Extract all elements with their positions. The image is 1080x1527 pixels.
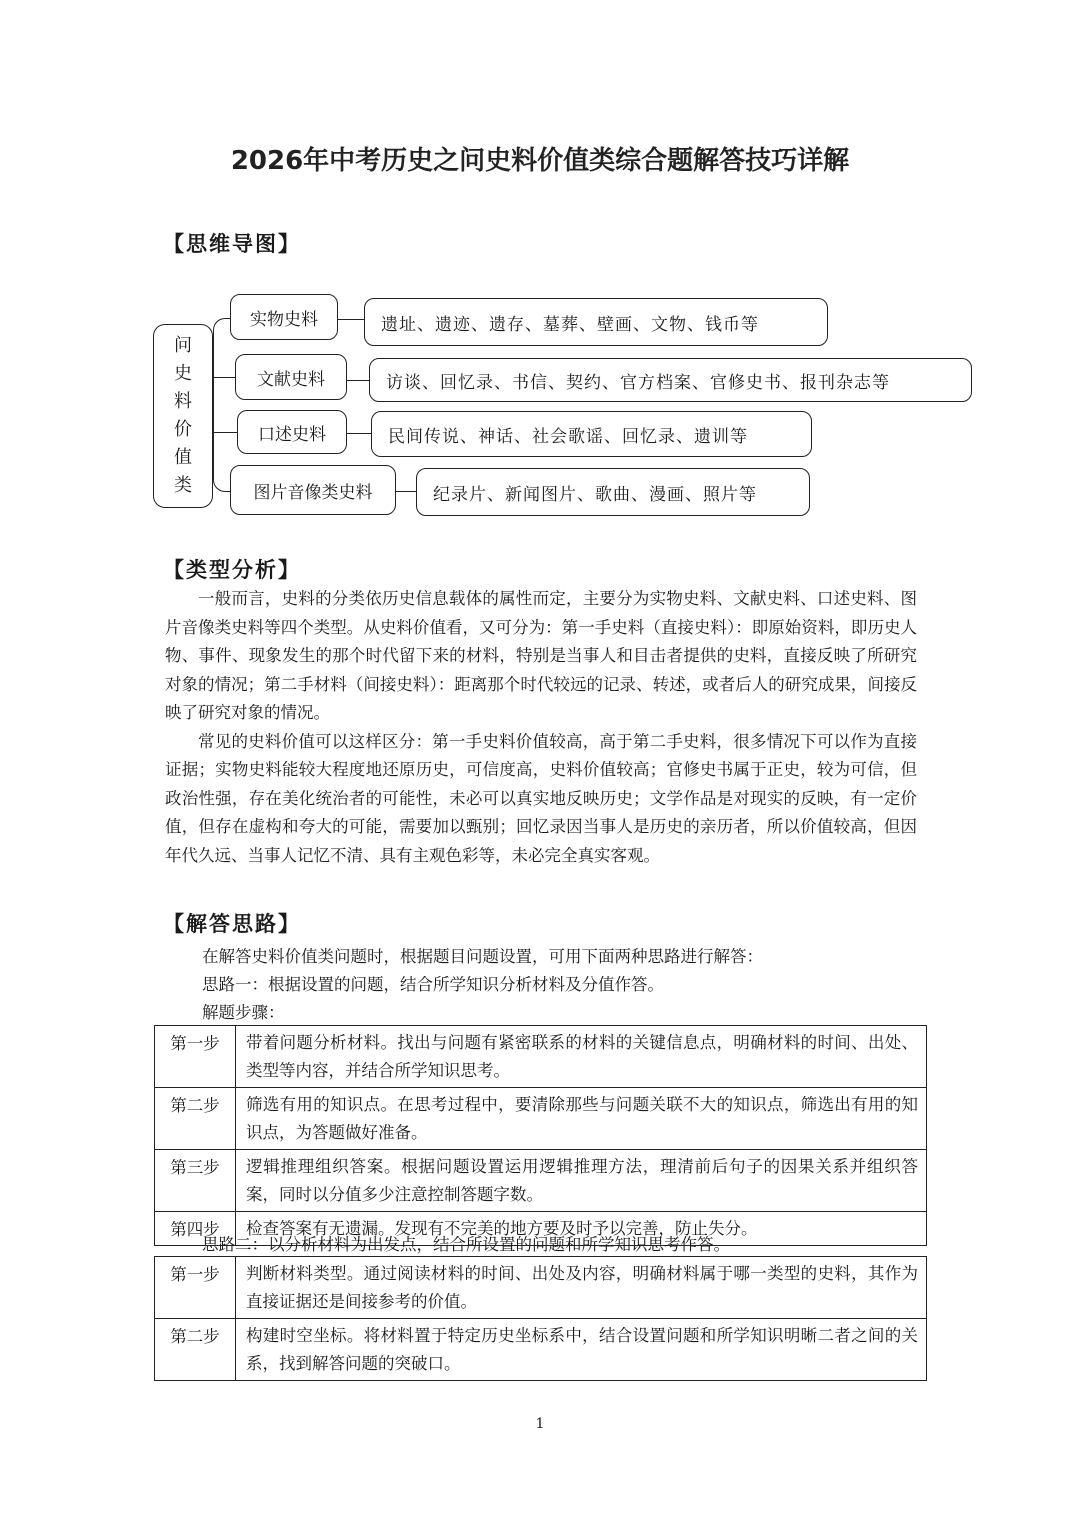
root-char: 料 xyxy=(174,391,192,412)
step-description: 检查答案有无遗漏。发现有不完美的地方要及时予以完善，防止失分。 xyxy=(236,1212,927,1246)
analysis-heading: 【类型分析】 xyxy=(163,558,301,582)
root-char: 值 xyxy=(174,447,192,468)
step-description: 构建时空坐标。将材料置于特定历史坐标系中，结合设置问题和所学知识明晰二者之间的关系，找到解答问题的突破口。 xyxy=(236,1319,927,1381)
branch-detail-audiovisual: 纪录片、新闻图片、歌曲、漫画、照片等 xyxy=(416,468,810,516)
step-label: 第三步 xyxy=(155,1150,236,1212)
branch-label-documents: 文献史料 xyxy=(235,354,347,400)
connector-line xyxy=(338,319,364,320)
root-char: 类 xyxy=(174,475,192,496)
branch-detail-physical: 遗址、遗迹、遗存、墓葬、壁画、文物、钱币等 xyxy=(364,298,828,346)
mindmap-brace xyxy=(213,318,232,492)
table-row xyxy=(155,1026,927,1088)
step-label: 第四步 xyxy=(155,1212,236,1246)
table-row xyxy=(155,1150,927,1212)
steps-label: 解题步骤： xyxy=(202,1003,285,1022)
step-description: 逻辑推理组织答案。根据问题设置运用逻辑推理方法，理清前后句子的因果关系并组织答案，同时以分值多少注意控制答题字数。 xyxy=(236,1150,927,1212)
route-one: 思路一：根据设置的问题，结合所学知识分析材料及分值作答。 xyxy=(202,975,664,994)
connector-line xyxy=(213,432,237,433)
connector-line xyxy=(347,380,369,381)
analysis-paragraph: 一般而言，史料的分类依历史信息载体的属性而定，主要分为实物史料、文献史料、口述史料、图片音像类史料等四个类型。从史料价值看，又可分为：第一手史料（直接史料）：即原始资料，即历史人物、事件、现象发生的那个时代留下来的材料，特别是当事人和目击者提供的史料，直接反映了所研究对象的情况；第二手材料（间接史料）：距离那个时代较远的记录、转述，或者后人的研究成果，间接反映了研究对象的情况。 xyxy=(165,589,917,722)
page-number: 1 xyxy=(535,1416,545,1432)
approach-heading: 【解答思路】 xyxy=(163,912,301,936)
root-char: 价 xyxy=(174,419,192,440)
connector-line xyxy=(347,433,371,434)
step-label: 第二步 xyxy=(155,1319,236,1381)
route-two: 思路二：以分析材料为出发点，结合所设置的问题和所学知识思考作答。 xyxy=(202,1235,730,1254)
step-label: 第二步 xyxy=(155,1088,236,1150)
step-label: 第一步 xyxy=(155,1026,236,1088)
mindmap-heading: 【思维导图】 xyxy=(163,232,301,256)
branch-detail-oral: 民间传说、神话、社会歌谣、回忆录、遗训等 xyxy=(371,411,812,457)
table-row xyxy=(155,1088,927,1150)
step-description: 带着问题分析材料。找出与问题有紧密联系的材料的关键信息点，明确材料的时间、出处、类型等内容，并结合所学知识思考。 xyxy=(236,1026,927,1088)
branch-label-audiovisual: 图片音像类史料 xyxy=(230,465,396,515)
route-two-steps-table xyxy=(154,1256,927,1381)
root-char: 问 xyxy=(174,335,192,356)
route-one-steps-table xyxy=(154,1025,927,1246)
table-row xyxy=(155,1319,927,1381)
table-row xyxy=(155,1257,927,1319)
branch-label-oral: 口述史料 xyxy=(237,410,347,454)
analysis-paragraph: 常见的史料价值可以这样区分：第一手史料价值较高，高于第二手史料，很多情况下可以作为直接证据；实物史料能较大程度地还原历史，可信度高，史料价值较高；官修史书属于正史，较为可信，但政治性强，存在美化统治者的可能性，未必可以真实地反映历史；文学作品是对现实的反映，有一定价值，但存在虚构和夸大的可能，需要加以甄别；回忆录因当事人是历史的亲历者，所以价值较高，但因年代久远、当事人记忆不清、具有主观色彩等，未必完全真实客观。 xyxy=(165,731,917,865)
analysis-body xyxy=(165,585,917,870)
approach-intro: 在解答史料价值类问题时，根据题目问题设置，可用下面两种思路进行解答： xyxy=(202,947,763,966)
connector-line xyxy=(213,377,235,378)
page-title: 2026年中考历史之问史料价值类综合题解答技巧详解 xyxy=(230,146,850,176)
step-description: 筛选有用的知识点。在思考过程中，要清除那些与问题关联不大的知识点，筛选出有用的知识点，为答题做好准备。 xyxy=(236,1088,927,1150)
step-label: 第一步 xyxy=(155,1257,236,1319)
branch-detail-documents: 访谈、回忆录、书信、契约、官方档案、官修史书、报刊杂志等 xyxy=(369,358,972,402)
connector-line xyxy=(396,491,416,492)
mindmap-root xyxy=(153,324,213,508)
branch-label-physical: 实物史料 xyxy=(230,294,338,340)
root-char: 史 xyxy=(174,363,192,384)
step-description: 判断材料类型。通过阅读材料的时间、出处及内容，明确材料属于哪一类型的史料，其作为直接证据还是间接参考的价值。 xyxy=(236,1257,927,1319)
